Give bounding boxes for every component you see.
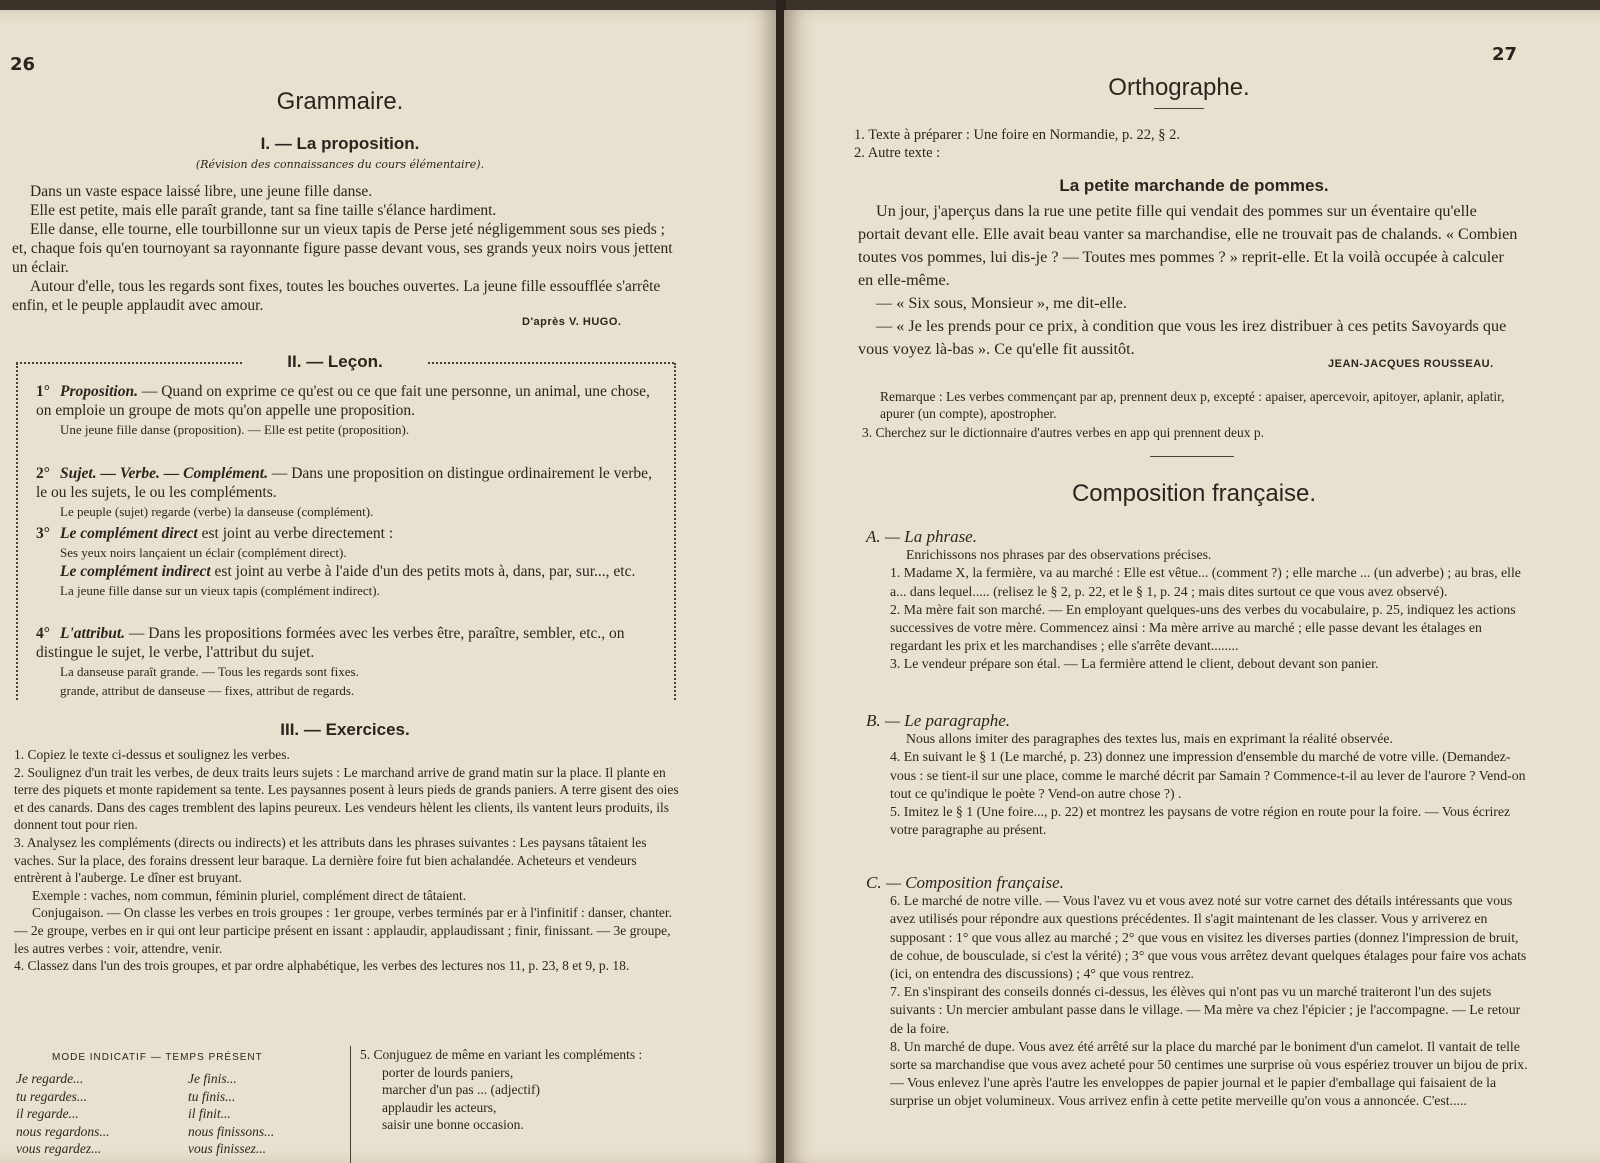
exercise-line: applaudir les acteurs,	[382, 1099, 497, 1115]
item-example: La danseuse paraît grande. — Tous les regards sont fixes.	[60, 664, 359, 679]
conjugation-note: Conjugaison. — On classe les verbes en trois groupes : 1er groupe, verbes terminés par er à l'infinitif : danser, chanter. — 2e groupe, verbes en ir qui ont leur participe présent en issant : applaudir, applaudissant ; finir, finissant. — 3e groupe, les autres verbes : voir, attendre, venir.	[14, 905, 672, 956]
paragraph: Elle est petite, mais elle paraît grande, tant sa fine taille s'élance hardiment.	[30, 202, 497, 219]
composition-item: 4. En suivant le § 1 (Le marché, p. 23) donnez une impression d'ensemble du marché de votre ville. (Demandez-vous : se tient-il sur une place, comme le marché décrit par Samain ? Commence-t-il au lever de l'aurore ? Vend-on tout ce qu'indique le poète ? Vend-on autre chose ?) .	[890, 749, 1526, 801]
column-divider	[350, 1046, 351, 1163]
exercise-3	[862, 424, 1522, 441]
item-number: 1°	[36, 383, 50, 400]
item-example: grande, attribut de danseuse — fixes, attribut de regards.	[60, 683, 355, 698]
composition-item: 2. Ma mère fait son marché. — En employant quelques-uns des verbes du vocabulaire, p. 25, indiquez les actions successives de votre mère. Commencez ainsi : Ma mère arrive au marché ; elle passe devant les étalages en regardant les prix et les marchandises ; elle s'arrête devant........	[890, 601, 1516, 654]
item-text: est joint au verbe directement :	[197, 525, 394, 542]
exercise-5	[360, 1046, 682, 1134]
section-intro: Enrichissons nos phrases par des observations précises.	[906, 547, 1212, 563]
exercise-example: Exemple : vaches, nom commun, féminin pluriel, complément direct de tâtaient.	[32, 887, 467, 903]
section-heading: C. — Composition française.	[866, 873, 1064, 892]
conjugation-line: vous finissez...	[188, 1141, 267, 1157]
conjugation-line: il finit...	[188, 1106, 231, 1122]
page-title: Orthographe.	[1108, 74, 1250, 101]
right-page	[784, 10, 1600, 1163]
composition-item: 3. Le vendeur prépare son étal. — La fermière attend le client, debout devant son panier.	[890, 656, 1379, 672]
composition-item: 8. Un marché de dupe. Vous avez été arrêté sur la place du marché par le boniment d'un camelot. Il vantait de telle sorte sa marchandise que vous avez acheté pour 50 centimes une surprise où vous espériez trouver un bijou de prix. — Vous enlevez l'une après l'autre les enveloppes de papier journal et le papier d'emballage qui faisaient de la surprise un objet volumineux. Vous arrivez enfin à cette petite merveille qu'on vous a annoncée. C'est.....	[890, 1038, 1528, 1109]
conjugation-line: vous regardez...	[16, 1141, 102, 1157]
conjugation-column	[188, 1070, 348, 1158]
exercise: 3. Cherchez sur le dictionnaire d'autres verbes en app qui prennent deux p.	[862, 425, 1265, 440]
section-note: (Révision des connaissances du cours élémentaire).	[195, 158, 485, 171]
item-number: 3°	[36, 525, 50, 542]
item-example: Une jeune fille danse (proposition). — Elle est petite (proposition).	[60, 422, 410, 437]
lesson-item	[36, 524, 654, 600]
conjugation-line: il regarde...	[16, 1106, 79, 1122]
item-heading: Le complément direct	[60, 525, 198, 542]
author-signature: D'après V. HUGO.	[522, 316, 622, 328]
reading-text	[12, 182, 680, 315]
composition-item: 1. Madame X, la fermière, va au marché : Elle est vêtue... (comment ?) ; elle marche ... (un adverbe) ; au bras, elle a... dans lequel..... (relisez le § 2, p. 22, et le § 1, p. 24 ; mais dites surtout ce que vous avez observé).	[890, 565, 1521, 599]
section-b	[866, 712, 1532, 839]
section-c	[866, 874, 1532, 1111]
exercise: 2. Soulignez d'un trait les verbes, de deux traits leurs sujets : Le marchand arrive de grand matin sur la place. Il plante en terre des piquets et monte rapidement sa tente. Les paysannes posent à leurs pieds de grands paniers. A terre gisent des oies et des canards. Dans des cages tremblent des lapins peureux. Les vendeurs hèlent les clients, ils vantent leurs produits, ils donnent tout pour rien.	[14, 764, 679, 833]
composition-item: 6. Le marché de notre ville. — Vous l'avez vu et vous avez noté sur votre carnet des détails intéressants que vous avez utilisés pour répondre aux questions précédentes. Il s'agit maintenant de les classer. Vous y arriverez en supposant : 1° que vous allez au marché ; 2° que vous en visitez les diverses parties (donnez l'impression de bruit, de cohue, de bousculade, si c'est la vérité) ; 3° que vous vous arrêtez devant quelques étalages pour faire vos achats (ici, on entendra des discussions) ; 4° que vous rentrez.	[890, 893, 1527, 982]
exercise-list	[14, 746, 682, 975]
item-heading: Sujet. — Verbe. — Complément.	[60, 465, 268, 482]
composition-title: Composition française.	[1071, 480, 1317, 507]
item-text: — Quand on exprime ce qu'est ou ce que fait une personne, un animal, une chose, on emploie un groupe de mots qu'on appelle une proposition.	[36, 383, 650, 419]
conjugation-line: tu finis...	[188, 1088, 236, 1104]
item-heading: Le complément indirect	[60, 563, 211, 580]
exercises-heading: III. — Exercices.	[280, 720, 410, 739]
section-intro: Nous allons imiter des paragraphes des textes lus, mais en exprimant la réalité observée.	[906, 731, 1393, 747]
remark	[880, 388, 1520, 422]
exercise: 1. Copiez le texte ci-dessus et soulignez les verbes.	[14, 747, 290, 762]
section-a	[866, 528, 1532, 674]
exercise: 4. Classez dans l'un des trois groupes, et par ordre alphabétique, les verbes des lectures nos 11, p. 23, 8 et 9, p. 18.	[14, 958, 630, 974]
left-page	[0, 10, 778, 1163]
lesson-item	[36, 382, 654, 439]
lesson-item	[36, 464, 654, 521]
item-text: — Dans une proposition on distingue ordinairement le verbe, le ou les sujets, le ou les compléments.	[36, 465, 652, 501]
item-text: est joint au verbe à l'aide d'un des petits mots à, dans, par, sur..., etc.	[210, 563, 636, 580]
page-number: 26	[10, 54, 36, 75]
conjugation-column	[16, 1070, 186, 1158]
paragraph: Dans un vaste espace laissé libre, une jeune fille danse.	[30, 183, 373, 200]
section-heading: A. — La phrase.	[866, 527, 977, 546]
exercise-line: saisir une bonne occasion.	[382, 1117, 524, 1133]
conjugation-line: nous finissons...	[188, 1123, 275, 1139]
section-rule	[1150, 456, 1234, 457]
item-number: 2°	[36, 465, 50, 482]
item-heading: L'attribut.	[60, 625, 126, 642]
section-heading: I. — La proposition.	[260, 134, 420, 153]
table-heading: MODE INDICATIF — TEMPS PRÉSENT	[52, 1052, 263, 1063]
exercise-line: porter de lourds paniers,	[382, 1064, 514, 1080]
orthographe-list	[854, 126, 1534, 162]
title-rule	[1154, 108, 1204, 109]
dictation-text	[858, 200, 1520, 361]
item-example: Ses yeux noirs lançaient un éclair (complément direct).	[60, 545, 347, 560]
page-number: 27	[1492, 44, 1518, 65]
exercise: 5. Conjuguez de même en variant les compléments :	[360, 1047, 643, 1062]
item-heading: Proposition.	[60, 383, 138, 400]
page-title: Grammaire.	[276, 88, 404, 115]
section-heading: B. — Le paragraphe.	[866, 711, 1011, 730]
paragraph: — « Six sous, Monsieur », me dit-elle.	[876, 294, 1127, 312]
composition-item: 7. En s'inspirant des conseils donnés ci-dessus, les élèves qui n'ont pas vu un marché traiteront l'un des sujets suivants : Un mercier ambulant passe dans le village. — Ma mère va chez l'épicier ; je l'accompagne. — Le retour de la foire.	[890, 984, 1521, 1036]
dictation-title: La petite marchande de pommes.	[1059, 176, 1329, 195]
list-item: 1. Texte à préparer : Une foire en Normandie, p. 22, § 2.	[854, 127, 1181, 143]
paragraph: Elle danse, elle tourne, elle tourbillonne sur un vieux tapis de Perse jeté négligemment sous ses pieds ; et, chaque fois qu'en tournoyant sa rayonnante figure passe devant vous, ses grands yeux noirs vous jettent un éclair.	[12, 221, 673, 276]
item-example: La jeune fille danse sur un vieux tapis (complément indirect).	[60, 583, 380, 598]
conjugation-line: nous regardons...	[16, 1123, 110, 1139]
exercise: 3. Analysez les compléments (directs ou indirects) et les attributs dans les phrases suivantes : Les paysans tâtaient les vaches. Sur la place, des forains dressent leur baraque. La dernière foire fut bien achalandée. Acheteurs et vendeurs entrèrent à l'auberge. Le dîner est bruyant.	[14, 834, 647, 886]
item-example: Le peuple (sujet) regarde (verbe) la danseuse (complément).	[60, 504, 374, 519]
paragraph: Autour d'elle, tous les regards sont fixes, toutes les bouches ouvertes. La jeune fille essoufflée s'arrête enfin, et le peuple applaudit avec amour.	[12, 278, 661, 314]
item-text: — Dans les propositions formées avec les verbes être, paraître, sembler, etc., on distingue le sujet, le verbe, l'attribut du sujet.	[36, 625, 625, 661]
remark-text: Remarque : Les verbes commençant par ap, prennent deux p, excepté : apaiser, apercevoir, apitoyer, aplanir, aplatir, apurer (un compte), apostropher.	[880, 389, 1505, 421]
lesson-heading: II. — Leçon.	[287, 352, 383, 371]
conjugation-line: Je regarde...	[16, 1071, 84, 1086]
conjugation-line: Je finis...	[188, 1071, 237, 1086]
item-number: 4°	[36, 625, 50, 642]
conjugation-line: tu regardes...	[16, 1088, 87, 1104]
author-signature: JEAN-JACQUES ROUSSEAU.	[1328, 358, 1494, 370]
exercise-line: marcher d'un pas ... (adjectif)	[382, 1082, 540, 1098]
paragraph: — « Je les prends pour ce prix, à condition que vous les irez distribuer à ces petits Savoyards que vous voyez là-bas ». Ce qu'elle fit aussitôt.	[858, 317, 1507, 358]
paragraph: Un jour, j'aperçus dans la rue une petite fille qui vendait des pommes sur un éventaire qu'elle portait devant elle. Elle avait beau vanter sa marchandise, elle ne trouvait pas de chalands. « Combien toutes vos pommes, lui dis-je ? — Toutes mes pommes ? » reprit-elle. Et la voilà occupée à calculer en elle-même.	[858, 202, 1518, 289]
lesson-item	[36, 624, 654, 700]
composition-item: 5. Imitez le § 1 (Une foire..., p. 22) et montrez les paysans de votre région en route pour la foire. — Vous écrirez votre paragraphe au présent.	[890, 804, 1511, 838]
list-item: 2. Autre texte :	[854, 145, 941, 161]
